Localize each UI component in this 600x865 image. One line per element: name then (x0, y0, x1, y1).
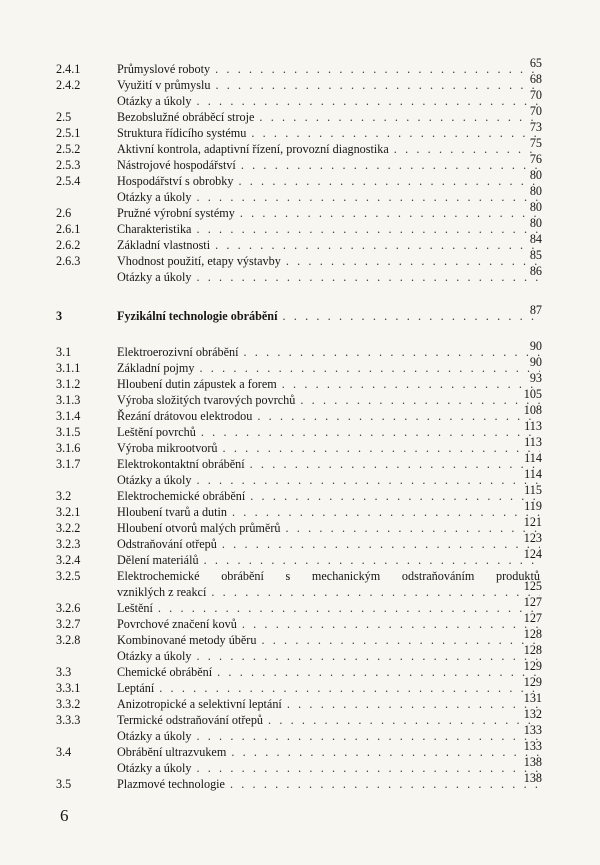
leader-dots (238, 173, 540, 189)
section-number: 2.6.2 (56, 238, 81, 252)
toc-entry-2-6-3 (0, 248, 600, 269)
page-number: 108 (523, 403, 542, 417)
toc-entry-3-2-2 (0, 515, 600, 536)
section-title: Otázky a úkoly (117, 761, 192, 775)
leader-dots (231, 744, 540, 760)
section-number: 3.3 (56, 665, 72, 679)
section-number: 3.1.4 (56, 409, 81, 423)
page-number: 93 (529, 371, 542, 385)
toc-entry-3-2-4 (0, 547, 600, 568)
toc-entry-3-1-4 (0, 403, 600, 424)
section-title: Základní pojmy (117, 361, 195, 375)
page-number: 132 (523, 707, 542, 721)
page-number: 80 (529, 216, 542, 230)
toc-entry-3-3 (0, 659, 600, 680)
leader-dots (394, 141, 540, 157)
toc-entry-questions (0, 88, 600, 109)
page-number: 68 (529, 72, 542, 86)
page-number: 84 (529, 232, 542, 246)
section-title: Hospodářství s obrobky (117, 174, 234, 188)
toc-entry-2-6-1 (0, 216, 600, 237)
page-number: 133 (523, 723, 542, 737)
section-title: Otázky a úkoly (117, 94, 192, 108)
page-number: 124 (523, 547, 542, 561)
leader-dots (250, 456, 540, 472)
toc-entry-3-3-3 (0, 707, 600, 728)
toc-entry-2-4-2 (0, 72, 600, 93)
page-number: 86 (529, 264, 542, 278)
toc-entry-3-3-2 (0, 691, 600, 712)
toc-entry-2-5-4 (0, 168, 600, 189)
leader-dots (222, 536, 540, 552)
leader-dots (200, 360, 540, 376)
section-number: 2.4.1 (56, 62, 81, 76)
section-number: 3.1.7 (56, 457, 81, 471)
page-number: 80 (529, 200, 542, 214)
section-number: 2.5.3 (56, 158, 81, 172)
toc-entry-3-1-2 (0, 371, 600, 392)
section-number: 2.6 (56, 206, 72, 220)
section-number: 2.5.1 (56, 126, 81, 140)
section-title: Aktivní kontrola, adaptivní řízení, provozní diagnostika (117, 142, 389, 156)
leader-dots (196, 189, 540, 205)
leader-dots (257, 408, 540, 424)
section-title: Využití v průmyslu (117, 78, 211, 92)
page-number: 114 (524, 467, 542, 481)
section-title: Hloubení dutin zápustek a forem (117, 377, 277, 391)
section-number: 2.5 (56, 110, 72, 124)
leader-dots (242, 616, 540, 632)
page-number: 128 (523, 643, 542, 657)
page-number: 138 (523, 771, 542, 785)
leader-dots (211, 584, 540, 600)
section-title: Bezobslužné obráběcí stroje (117, 110, 255, 124)
section-title: Leptání (117, 681, 155, 695)
section-number: 3.5 (56, 777, 72, 791)
toc-entry-questions (0, 184, 600, 205)
section-number: 3.2.5 (56, 569, 81, 583)
leader-dots (201, 424, 540, 440)
toc-entry-3-5 (0, 771, 600, 792)
section-number: 3.1.1 (56, 361, 81, 375)
page-number: 121 (523, 515, 542, 529)
leader-dots (196, 472, 540, 488)
section-number: 3.3.2 (56, 697, 81, 711)
section-number: 2.6.1 (56, 222, 81, 236)
toc-entry-2-4-1 (0, 56, 600, 77)
section-number: 3.1.3 (56, 393, 81, 407)
page-number: 128 (523, 627, 542, 641)
toc-entry-3-1-7 (0, 451, 600, 472)
section-number: 2.5.4 (56, 174, 81, 188)
toc-entry-questions (0, 755, 600, 776)
page-number: 113 (524, 419, 542, 433)
leader-dots (300, 392, 540, 408)
page-number: 76 (529, 152, 542, 166)
section-title: Odstraňování otřepů (117, 537, 217, 551)
section-title-continued: vzniklých z reakcí (117, 585, 207, 599)
section-number: 2.5.2 (56, 142, 81, 156)
section-number: 3.2.3 (56, 537, 81, 551)
toc-entry-3-2-1 (0, 499, 600, 520)
page-number: 125 (523, 579, 542, 593)
leader-dots (196, 221, 540, 237)
section-title: Elektrokontaktní obrábění (117, 457, 245, 471)
section-title: Nástrojové hospodářství (117, 158, 236, 172)
section-title: Hloubení otvorů malých průměrů (117, 521, 281, 535)
chapter-title: Fyzikální technologie obrábění (117, 309, 278, 323)
section-title: Otázky a úkoly (117, 473, 192, 487)
section-number: 3.1.5 (56, 425, 81, 439)
toc-entry-2-5-1 (0, 120, 600, 141)
section-title: Plazmové technologie (117, 777, 225, 791)
leader-dots (204, 552, 540, 568)
toc-entry-3-1-1 (0, 355, 600, 376)
page-number: 123 (523, 531, 542, 545)
leader-dots (268, 712, 540, 728)
section-number: 3.2.4 (56, 553, 81, 567)
leader-dots (215, 237, 540, 253)
page-number: 113 (524, 435, 542, 449)
section-number: 3.2.6 (56, 601, 81, 615)
section-title: Otázky a úkoly (117, 729, 192, 743)
leader-dots (232, 504, 540, 520)
page-number: 90 (529, 339, 542, 353)
section-number: 3.2.1 (56, 505, 81, 519)
toc-entry-3-2-5-continuation (0, 579, 600, 600)
section-title: Výroba složitých tvarových povrchů (117, 393, 296, 407)
section-title: Elektroerozivní obrábění (117, 345, 239, 359)
toc-entry-2-6-2 (0, 232, 600, 253)
page-folio: 6 (60, 806, 69, 825)
page-number: 80 (529, 168, 542, 182)
leader-dots (285, 520, 540, 536)
toc-entry-3-2-8 (0, 627, 600, 648)
leader-dots (250, 488, 540, 504)
leader-dots (251, 125, 540, 141)
leader-dots (196, 269, 540, 285)
page-number: 129 (523, 659, 542, 673)
toc-entry-3-1-5 (0, 419, 600, 440)
section-title: Otázky a úkoly (117, 270, 192, 284)
section-title: Elektrochemické obrábění (117, 489, 246, 503)
section-title: Charakteristika (117, 222, 192, 236)
leader-dots (196, 648, 540, 664)
leader-dots (244, 344, 541, 360)
leader-dots (282, 376, 540, 392)
leader-dots (286, 253, 540, 269)
section-number: 3.2.7 (56, 617, 81, 631)
section-number: 3.2.2 (56, 521, 81, 535)
toc-entry-2-5-3 (0, 152, 600, 173)
leader-dots (230, 776, 540, 792)
toc-chapter-3 (0, 303, 600, 324)
toc-entry-3-2 (0, 483, 600, 504)
page-number: 90 (529, 355, 542, 369)
section-number: 3.3.3 (56, 713, 81, 727)
toc-entry-3-1 (0, 339, 600, 360)
section-title: Dělení materiálů (117, 553, 199, 567)
page-number: 127 (523, 595, 542, 609)
leader-dots (158, 600, 540, 616)
section-title: Základní vlastnosti (117, 238, 211, 252)
toc-entry-questions (0, 723, 600, 744)
page-number: 133 (523, 739, 542, 753)
page-number: 115 (524, 483, 542, 497)
leader-dots (241, 157, 540, 173)
page-number: 87 (529, 303, 542, 317)
section-title: Leštění povrchů (117, 425, 196, 439)
page-number: 75 (529, 136, 542, 150)
toc-entry-3-2-5 (0, 568, 600, 584)
section-title: Výroba mikrootvorů (117, 441, 218, 455)
page-number: 80 (529, 184, 542, 198)
section-number: 3.4 (56, 745, 72, 759)
section-title: Kombinované metody úběru (117, 633, 257, 647)
leader-dots (240, 205, 540, 221)
page-number: 105 (523, 387, 542, 401)
toc-entry-3-2-3 (0, 531, 600, 552)
section-number: 3.1.6 (56, 441, 81, 455)
section-title: Obrábění ultrazvukem (117, 745, 227, 759)
toc-entry-questions (0, 467, 600, 488)
toc-entry-questions (0, 264, 600, 285)
section-title: Chemické obrábění (117, 665, 213, 679)
leader-dots (223, 440, 540, 456)
page-number: 127 (523, 611, 542, 625)
page-number: 114 (524, 451, 542, 465)
section-title: Elektrochemické obrábění s mechanickým odstraňováním produktů (117, 569, 540, 583)
leader-dots (196, 728, 540, 744)
leader-dots (215, 61, 540, 77)
section-number: 3.2 (56, 489, 72, 503)
toc-entry-questions (0, 643, 600, 664)
section-title: Leštění (117, 601, 153, 615)
leader-dots (282, 308, 540, 324)
page-number: 70 (529, 104, 542, 118)
page-number: 70 (529, 88, 542, 102)
toc-entry-3-4 (0, 739, 600, 760)
section-title: Povrchové značení kovů (117, 617, 237, 631)
toc-entry-3-2-6 (0, 595, 600, 616)
section-number: 2.6.3 (56, 254, 81, 268)
leader-dots (196, 760, 540, 776)
leader-dots (287, 696, 540, 712)
section-title: Otázky a úkoly (117, 649, 192, 663)
section-title: Průmyslové roboty (117, 62, 211, 76)
page-number: 119 (524, 499, 542, 513)
chapter-number: 3 (56, 309, 63, 323)
section-title: Hloubení tvarů a dutin (117, 505, 228, 519)
page-number: 131 (523, 691, 542, 705)
section-title: Řezání drátovou elektrodou (117, 409, 253, 423)
section-title: Vhodnost použití, etapy výstavby (117, 254, 281, 268)
page-number: 85 (529, 248, 542, 262)
toc-entry-2-5 (0, 104, 600, 125)
toc-entry-3-2-7 (0, 611, 600, 632)
toc-entry-3-1-6 (0, 435, 600, 456)
section-title: Pružné výrobní systémy (117, 206, 235, 220)
toc-entry-3-3-1 (0, 675, 600, 696)
section-number: 3.1.2 (56, 377, 81, 391)
toc-entry-3-1-3 (0, 387, 600, 408)
section-title: Anizotropické a selektivní leptání (117, 697, 282, 711)
page-number: 129 (523, 675, 542, 689)
toc-entry-2-6 (0, 200, 600, 221)
page-number: 73 (529, 120, 542, 134)
section-number: 3.2.8 (56, 633, 81, 647)
section-title: Otázky a úkoly (117, 190, 192, 204)
leader-dots (217, 664, 540, 680)
section-title: Termické odstraňování otřepů (117, 713, 264, 727)
leader-dots (259, 109, 540, 125)
leader-dots (261, 632, 540, 648)
page-number: 65 (529, 56, 542, 70)
leader-dots (196, 93, 540, 109)
section-number: 3.1 (56, 345, 72, 359)
leader-dots (159, 680, 540, 696)
section-number: 3.3.1 (56, 681, 81, 695)
page-number: 138 (523, 755, 542, 769)
section-number: 2.4.2 (56, 78, 81, 92)
toc-entry-2-5-2 (0, 136, 600, 157)
leader-dots (215, 77, 540, 93)
section-title: Struktura řídicího systému (117, 126, 247, 140)
